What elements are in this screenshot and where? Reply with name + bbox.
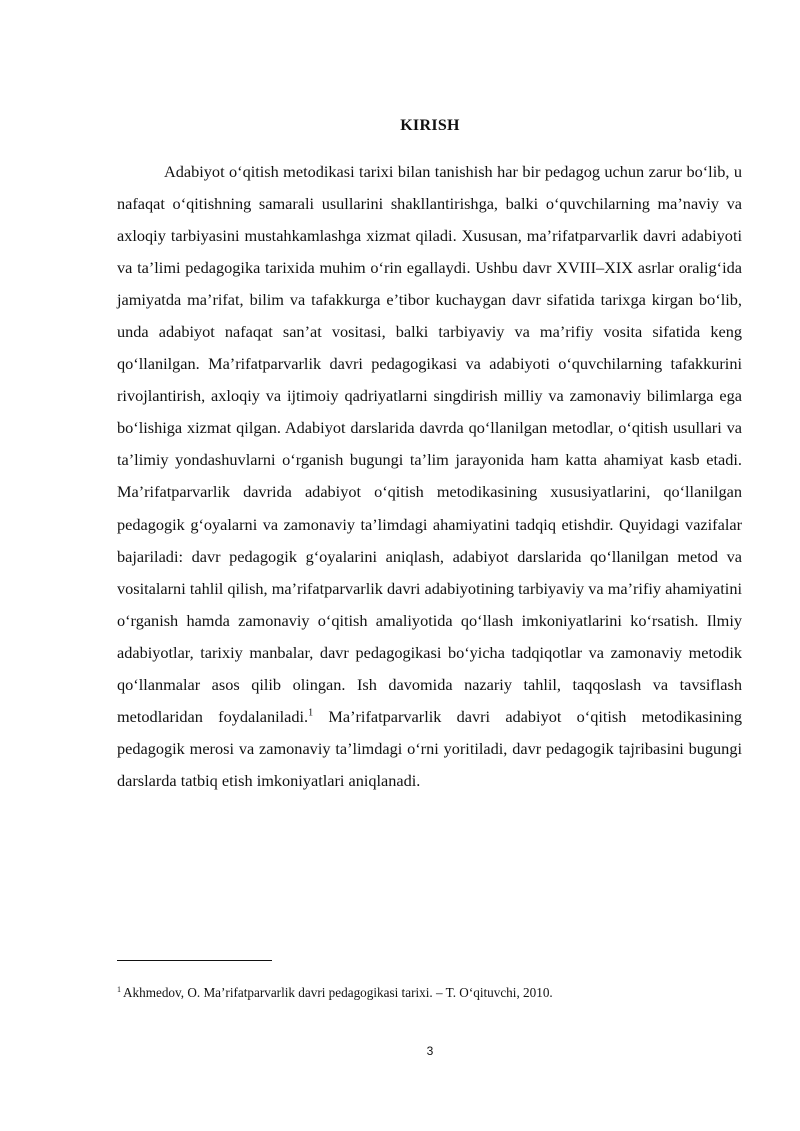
page-number: 3 [426, 1044, 434, 1058]
footnote-marker: 1 [117, 984, 121, 994]
body-text-tail: Ma’rifatparvarlik davri adabiyot o‘qitish metodikasining pedagogik merosi va zamonaviy ta’limdagi o‘rni yoritiladi, davr pedagogik tajribasini bugungi darslarda tatbiq etish imkoniyatlari aniqlanadi. [117, 706, 743, 790]
footnote [117, 984, 742, 1002]
body-paragraph [117, 156, 742, 797]
footnote-text: Akhmedov, O. Ma’rifatparvarlik davri pedagogikasi tarixi. – T. O‘qituvchi, 2010. [123, 985, 553, 1000]
footnote-separator [117, 960, 272, 961]
body-text-main: Adabiyot o‘qitish metodikasi tarixi bilan tanishish har bir pedagog uchun zarur bo‘lib, u nafaqat o‘qitishning samarali usullarini shakllantirishga, balki o‘quvchilarning ma’naviy va axloqiy tarbiyasini mustahkamlashga xizmat qiladi. Xususan, ma’rifatparvarlik davri adabiyoti va ta’limi pedagogika tarixida muhim o‘rin egallaydi. Ushbu davr XVIII–XIX asrlar oralig‘ida jamiyatda ma’rifat, bilim va tafakkurga e’tibor kuchaygan davr sifatida tarixga kirgan bo‘lib, unda adabiyot nafaqat san’at vositasi, balki tarbiyaviy va ma’rifiy vosita sifatida keng qo‘llanilgan. Ma’rifatparvarlik davri pedagogikasi va adabiyoti o‘quvchilarning tafakkurini rivojlantirish, axloqiy va ijtimoiy qadriyatlarni singdirish milliy va zamonaviy bilimlarga ega bo‘lishiga xizmat qilgan. Adabiyot darslarida davrda qo‘llanilgan metodlar, o‘qitish usullari va ta’limiy yondashuvlarni o‘rganish bugungi ta’lim jarayonida ham katta ahamiyat kasb etadi. Ma’rifatparvarlik davrida adabiyot o‘qitish metodikasining xususiyatlarini, qo‘llanilgan pedagogik g‘oyalarni va zamonaviy ta’limdagi ahamiyatini tadqiq etishdir. Quyidagi vazifalar bajariladi: davr pedagogik g‘oyalarini aniqlash, adabiyot darslarida qo‘llanilgan metod va vositalarni tahlil qilish, ma’rifatparvarlik davri adabiyotining tarbiyaviy va ma’rifiy ahamiyatini o‘rganish hamda zamonaviy o‘qitish amaliyotida qo‘llash imkoniyatlarini ko‘rsatish. Ilmiy adabiyotlar, tarixiy manbalar, davr pedagogikasi bo‘yicha tadqiqotlar va zamonaviy metodik qo‘llanmalar asos qilib olingan. Ish davomida nazariy tahlil, taqqoslash va tavsiflash metodlaridan foydalaniladi. [117, 162, 742, 726]
page-title: KIRISH [400, 117, 460, 134]
footnote-reference[interactable]: 1 [308, 707, 314, 719]
